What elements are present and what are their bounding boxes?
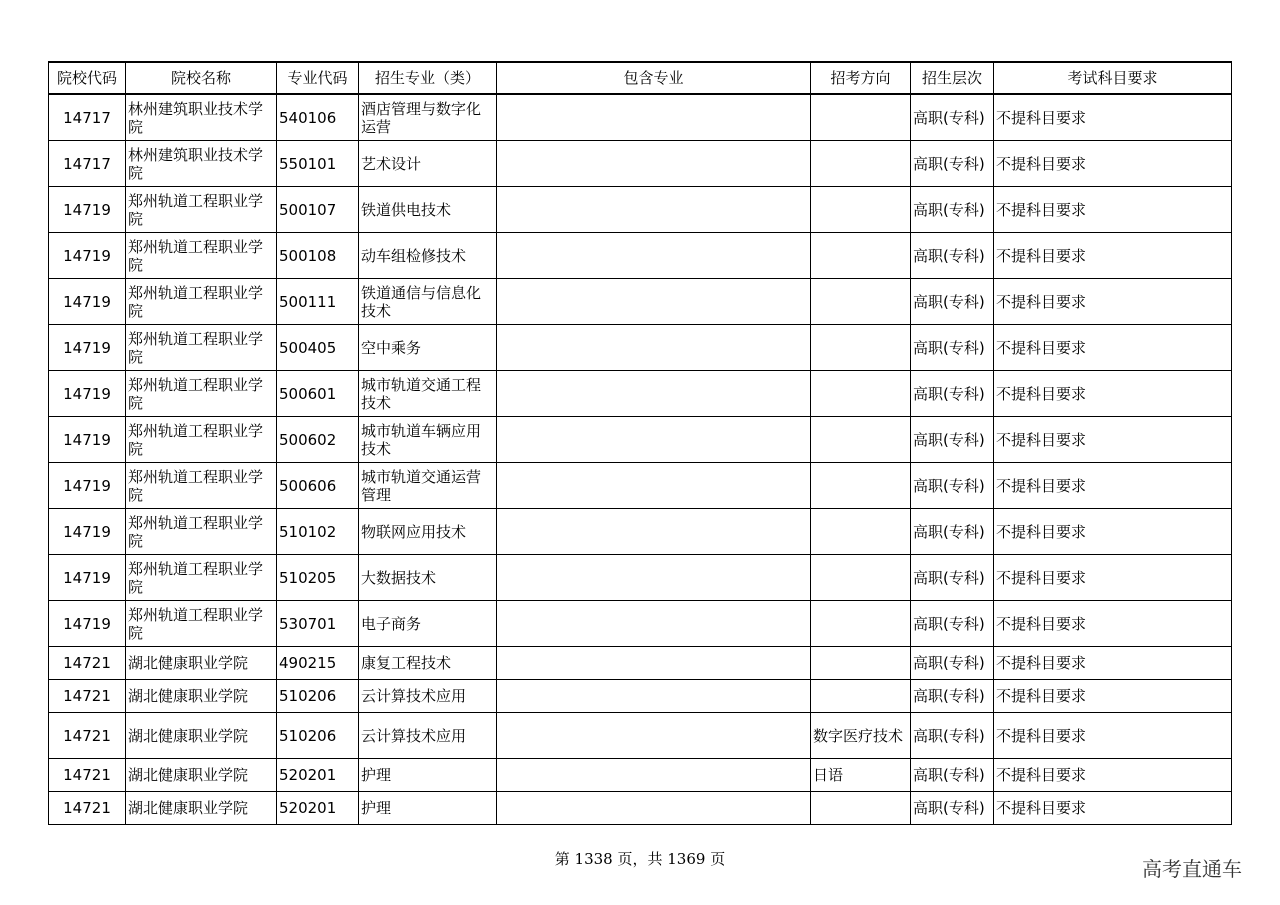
major-cell: 空中乘务 xyxy=(359,325,497,371)
table-row xyxy=(49,371,1232,417)
school-code-cell: 14717 xyxy=(49,94,126,141)
requirement-cell: 不提科目要求 xyxy=(994,555,1232,601)
school-name-cell: 郑州轨道工程职业学院 xyxy=(126,325,277,371)
table-row xyxy=(49,680,1232,713)
table-row xyxy=(49,555,1232,601)
level-cell: 高职(专科) xyxy=(911,325,994,371)
school-code-cell: 14717 xyxy=(49,141,126,187)
included-majors-cell xyxy=(497,141,811,187)
school-name-cell: 郑州轨道工程职业学院 xyxy=(126,371,277,417)
major-cell: 城市轨道车辆应用技术 xyxy=(359,417,497,463)
table-row xyxy=(49,509,1232,555)
level-cell: 高职(专科) xyxy=(911,680,994,713)
requirement-cell: 不提科目要求 xyxy=(994,680,1232,713)
direction-cell xyxy=(811,555,911,601)
major-cell: 电子商务 xyxy=(359,601,497,647)
major-code-cell: 520201 xyxy=(277,792,359,825)
header-direction: 招考方向 xyxy=(811,62,911,94)
major-code-cell: 510206 xyxy=(277,713,359,759)
table-row xyxy=(49,792,1232,825)
major-cell: 云计算技术应用 xyxy=(359,713,497,759)
school-name-cell: 郑州轨道工程职业学院 xyxy=(126,601,277,647)
table-row xyxy=(49,141,1232,187)
major-cell: 护理 xyxy=(359,759,497,792)
requirement-cell: 不提科目要求 xyxy=(994,417,1232,463)
school-name-cell: 湖北健康职业学院 xyxy=(126,759,277,792)
included-majors-cell xyxy=(497,713,811,759)
major-cell: 大数据技术 xyxy=(359,555,497,601)
requirement-cell: 不提科目要求 xyxy=(994,463,1232,509)
direction-cell xyxy=(811,94,911,141)
school-name-cell: 湖北健康职业学院 xyxy=(126,792,277,825)
direction-cell xyxy=(811,325,911,371)
major-code-cell: 540106 xyxy=(277,94,359,141)
direction-cell xyxy=(811,417,911,463)
major-cell: 铁道供电技术 xyxy=(359,187,497,233)
header-level: 招生层次 xyxy=(911,62,994,94)
major-code-cell: 500405 xyxy=(277,325,359,371)
included-majors-cell xyxy=(497,279,811,325)
included-majors-cell xyxy=(497,555,811,601)
requirement-cell: 不提科目要求 xyxy=(994,792,1232,825)
level-cell: 高职(专科) xyxy=(911,713,994,759)
major-code-cell: 500107 xyxy=(277,187,359,233)
header-major-code: 专业代码 xyxy=(277,62,359,94)
major-cell: 康复工程技术 xyxy=(359,647,497,680)
school-name-cell: 林州建筑职业技术学院 xyxy=(126,94,277,141)
major-cell: 动车组检修技术 xyxy=(359,233,497,279)
included-majors-cell xyxy=(497,680,811,713)
included-majors-cell xyxy=(497,759,811,792)
direction-cell xyxy=(811,141,911,187)
table-header-row xyxy=(49,62,1232,94)
direction-cell xyxy=(811,279,911,325)
header-requirement: 考试科目要求 xyxy=(994,62,1232,94)
direction-cell xyxy=(811,647,911,680)
major-code-cell: 520201 xyxy=(277,759,359,792)
school-code-cell: 14719 xyxy=(49,509,126,555)
school-name-cell: 郑州轨道工程职业学院 xyxy=(126,555,277,601)
level-cell: 高职(专科) xyxy=(911,417,994,463)
major-code-cell: 500108 xyxy=(277,233,359,279)
major-cell: 云计算技术应用 xyxy=(359,680,497,713)
table-row xyxy=(49,601,1232,647)
requirement-cell: 不提科目要求 xyxy=(994,647,1232,680)
level-cell: 高职(专科) xyxy=(911,371,994,417)
school-name-cell: 郑州轨道工程职业学院 xyxy=(126,187,277,233)
major-cell: 护理 xyxy=(359,792,497,825)
direction-cell xyxy=(811,187,911,233)
watermark: 高考直通车 xyxy=(1142,857,1242,881)
direction-cell xyxy=(811,792,911,825)
direction-cell: 日语 xyxy=(811,759,911,792)
direction-cell xyxy=(811,509,911,555)
major-code-cell: 500602 xyxy=(277,417,359,463)
table-row xyxy=(49,759,1232,792)
school-code-cell: 14721 xyxy=(49,713,126,759)
major-code-cell: 530701 xyxy=(277,601,359,647)
major-cell: 铁道通信与信息化技术 xyxy=(359,279,497,325)
major-code-cell: 500606 xyxy=(277,463,359,509)
table-row xyxy=(49,713,1232,759)
included-majors-cell xyxy=(497,187,811,233)
direction-cell xyxy=(811,233,911,279)
school-name-cell: 郑州轨道工程职业学院 xyxy=(126,509,277,555)
level-cell: 高职(专科) xyxy=(911,792,994,825)
table-row xyxy=(49,233,1232,279)
requirement-cell: 不提科目要求 xyxy=(994,509,1232,555)
header-major: 招生专业（类） xyxy=(359,62,497,94)
major-cell: 城市轨道交通工程技术 xyxy=(359,371,497,417)
included-majors-cell xyxy=(497,601,811,647)
school-code-cell: 14721 xyxy=(49,680,126,713)
requirement-cell: 不提科目要求 xyxy=(994,325,1232,371)
school-code-cell: 14719 xyxy=(49,555,126,601)
included-majors-cell xyxy=(497,647,811,680)
table-row xyxy=(49,325,1232,371)
included-majors-cell xyxy=(497,417,811,463)
header-included: 包含专业 xyxy=(497,62,811,94)
included-majors-cell xyxy=(497,325,811,371)
level-cell: 高职(专科) xyxy=(911,463,994,509)
level-cell: 高职(专科) xyxy=(911,94,994,141)
school-name-cell: 林州建筑职业技术学院 xyxy=(126,141,277,187)
page-footer: 第 1338 页，共 1369 页 xyxy=(554,850,726,868)
major-code-cell: 510102 xyxy=(277,509,359,555)
requirement-cell: 不提科目要求 xyxy=(994,601,1232,647)
requirement-cell: 不提科目要求 xyxy=(994,233,1232,279)
major-cell: 酒店管理与数字化运营 xyxy=(359,94,497,141)
school-code-cell: 14719 xyxy=(49,279,126,325)
requirement-cell: 不提科目要求 xyxy=(994,713,1232,759)
level-cell: 高职(专科) xyxy=(911,233,994,279)
major-code-cell: 500601 xyxy=(277,371,359,417)
requirement-cell: 不提科目要求 xyxy=(994,279,1232,325)
school-name-cell: 湖北健康职业学院 xyxy=(126,647,277,680)
school-name-cell: 湖北健康职业学院 xyxy=(126,713,277,759)
direction-cell xyxy=(811,601,911,647)
table-row xyxy=(49,279,1232,325)
level-cell: 高职(专科) xyxy=(911,509,994,555)
school-code-cell: 14719 xyxy=(49,463,126,509)
table-row xyxy=(49,187,1232,233)
school-name-cell: 郑州轨道工程职业学院 xyxy=(126,279,277,325)
school-code-cell: 14721 xyxy=(49,647,126,680)
direction-cell xyxy=(811,463,911,509)
school-code-cell: 14719 xyxy=(49,371,126,417)
level-cell: 高职(专科) xyxy=(911,759,994,792)
included-majors-cell xyxy=(497,463,811,509)
school-code-cell: 14719 xyxy=(49,325,126,371)
requirement-cell: 不提科目要求 xyxy=(994,371,1232,417)
direction-cell xyxy=(811,680,911,713)
level-cell: 高职(专科) xyxy=(911,141,994,187)
requirement-cell: 不提科目要求 xyxy=(994,759,1232,792)
major-code-cell: 510205 xyxy=(277,555,359,601)
level-cell: 高职(专科) xyxy=(911,601,994,647)
major-code-cell: 500111 xyxy=(277,279,359,325)
admission-table xyxy=(48,61,1232,825)
included-majors-cell xyxy=(497,233,811,279)
included-majors-cell xyxy=(497,371,811,417)
header-school-code: 院校代码 xyxy=(49,62,126,94)
school-name-cell: 湖北健康职业学院 xyxy=(126,680,277,713)
major-cell: 物联网应用技术 xyxy=(359,509,497,555)
requirement-cell: 不提科目要求 xyxy=(994,187,1232,233)
requirement-cell: 不提科目要求 xyxy=(994,141,1232,187)
included-majors-cell xyxy=(497,509,811,555)
major-cell: 艺术设计 xyxy=(359,141,497,187)
school-name-cell: 郑州轨道工程职业学院 xyxy=(126,417,277,463)
level-cell: 高职(专科) xyxy=(911,647,994,680)
school-code-cell: 14721 xyxy=(49,759,126,792)
table-row xyxy=(49,94,1232,141)
direction-cell xyxy=(811,371,911,417)
school-code-cell: 14719 xyxy=(49,417,126,463)
table-row xyxy=(49,647,1232,680)
level-cell: 高职(专科) xyxy=(911,555,994,601)
school-code-cell: 14721 xyxy=(49,792,126,825)
major-cell: 城市轨道交通运营管理 xyxy=(359,463,497,509)
level-cell: 高职(专科) xyxy=(911,187,994,233)
school-code-cell: 14719 xyxy=(49,187,126,233)
level-cell: 高职(专科) xyxy=(911,279,994,325)
major-code-cell: 510206 xyxy=(277,680,359,713)
header-school-name: 院校名称 xyxy=(126,62,277,94)
major-code-cell: 550101 xyxy=(277,141,359,187)
school-code-cell: 14719 xyxy=(49,233,126,279)
included-majors-cell xyxy=(497,94,811,141)
school-name-cell: 郑州轨道工程职业学院 xyxy=(126,463,277,509)
table-row xyxy=(49,463,1232,509)
major-code-cell: 490215 xyxy=(277,647,359,680)
table-row xyxy=(49,417,1232,463)
school-code-cell: 14719 xyxy=(49,601,126,647)
direction-cell: 数字医疗技术 xyxy=(811,713,911,759)
requirement-cell: 不提科目要求 xyxy=(994,94,1232,141)
included-majors-cell xyxy=(497,792,811,825)
school-name-cell: 郑州轨道工程职业学院 xyxy=(126,233,277,279)
